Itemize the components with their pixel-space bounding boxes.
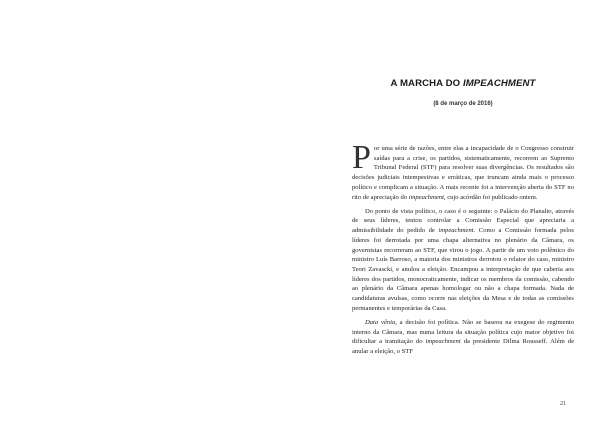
paragraph-1-end: , cujo acórdão foi publicado ontem.	[443, 193, 538, 201]
drop-cap: P	[352, 139, 371, 176]
paragraph-3-text-b: da presidente Dilma Rousseff. Além de anular a eleição, o STF	[352, 338, 574, 356]
paragraph-1-italic: impeachment	[408, 193, 444, 201]
paragraph-1-text: or uma série de razões, entre elas a incapacidade de o Congresso construir saídas para a crise, os partidos, sistematicamente, recorrem ao Supremo Tribunal Federal (STF) para resolver suas divergências. Os resultados são decisões judiciais intempestivas e erráticas, que truncam ainda mais o processo político e complicam a situação. A mais recente foi a intervenção aberta do STF no rito de apreciação do	[352, 145, 574, 201]
chapter-title-italic: IMPEACHMENT	[462, 78, 536, 89]
paragraph-3	[352, 318, 574, 357]
chapter-title-text: A MARCHA DO	[390, 78, 463, 89]
paragraph-1	[352, 139, 574, 202]
paragraph-3-italic-2: impeachment	[425, 338, 461, 346]
chapter-title	[352, 78, 574, 89]
paragraph-2	[352, 207, 574, 314]
paragraph-2-text-b: . Como a Comissão formada pelos líderes foi derrotada por uma chapa alternativa no plenário da Câmara, os governistas recorreram ao STF, que virou o jogo. A partir de um voto polêmico do ministro Luís Barroso, a maioria dos ministros derrotou o relator do caso, ministro Teori Zavascki, e anulou a eleição. Encampou a interpretação de que caberia aos líderes dos partidos, monocraticamente, indicar os membros da comissão, cabendo ao plenário da Câmara apenas homologar ou não a chapa formada. Nada de candidaturas avulsas, como ocorre nas eleições da Mesa e de todas as comissões permanentes e temporárias da Casa.	[352, 227, 574, 312]
paragraph-2-text-a: Do ponto de vista político, o caso é o seguinte: o Palácio do Planalto, através de seus líderes, tentou controlar a Comissão Especial que apreciaria a admissibilidade do pedido de	[352, 207, 574, 235]
chapter-date: (8 de março de 2016)	[433, 101, 493, 107]
paragraph-3-italic: Data vênia	[365, 318, 396, 326]
paragraph-2-italic: impeachment	[438, 227, 474, 235]
paragraph-3-text-a: , a decisão foi política. Não se baseou na exegese do regimento interno da Câmara, mas numa leitura da situação política cujo maior objetivo foi dificultar a tramitação do	[352, 318, 574, 346]
page-number: 21	[560, 401, 566, 407]
chapter-body	[352, 139, 574, 357]
